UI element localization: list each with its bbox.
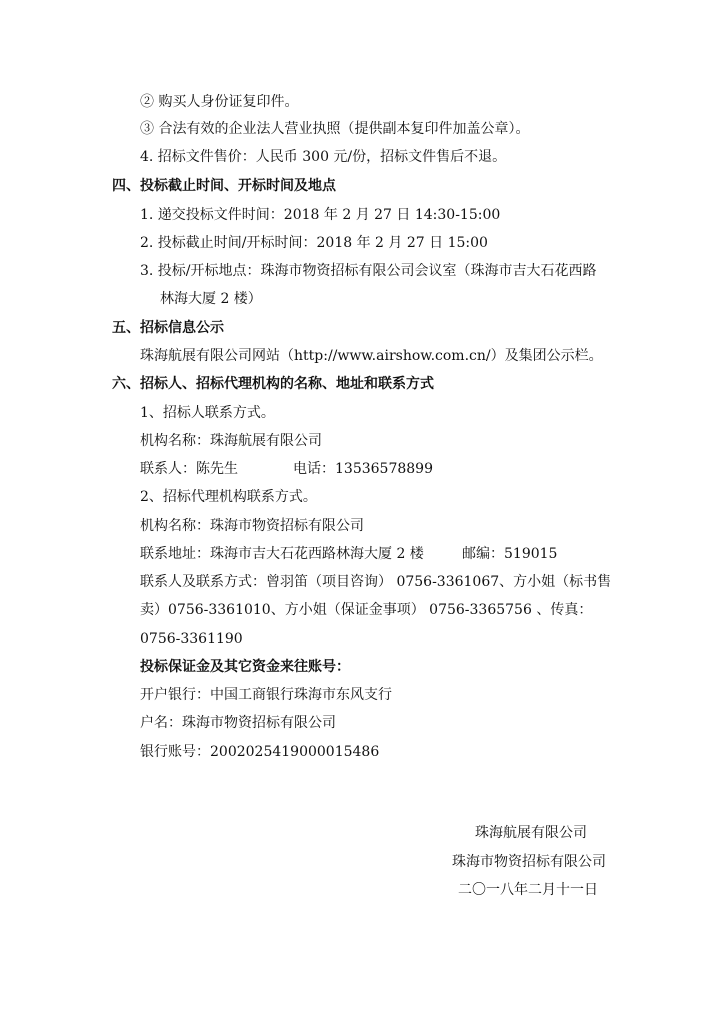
tenderer-contact-person: 联系人：陈先生 xyxy=(140,461,238,477)
signature-date: 二〇一八年二月十一日 xyxy=(458,882,598,898)
account-name: 户名：珠海市物资招标有限公司 xyxy=(140,715,336,731)
item-business-license: ③ 合法有效的企业法人营业执照（提供副本复印件加盖公章）。 xyxy=(140,121,530,137)
agency-org-name: 机构名称：珠海市物资招标有限公司 xyxy=(140,518,364,534)
item-id-copy: ② 购买人身份证复印件。 xyxy=(140,94,299,110)
tenderer-contact-title: 1、招标人联系方式。 xyxy=(140,405,275,421)
agency-postcode: 邮编：519015 xyxy=(462,546,558,562)
tenderer-phone: 电话：13536578899 xyxy=(293,461,433,477)
agency-fax: 0756-3361190 xyxy=(140,631,243,647)
tenderer-org-name: 机构名称：珠海航展有限公司 xyxy=(140,433,322,449)
item-tender-price: 4. 招标文件售价：人民币 300 元/份，招标文件售后不退。 xyxy=(140,149,507,165)
bank-name: 开户银行：中国工商银行珠海市东风支行 xyxy=(140,687,392,703)
agency-contacts-line1: 联系人及联系方式：曾羽笛（项目咨询） 0756-3361067、方小姐（标书售 xyxy=(140,574,612,590)
item-submission-time: 1. 递交投标文件时间：2018 年 2 月 27 日 14:30-15:00 xyxy=(140,207,501,223)
signature-org-1: 珠海航展有限公司 xyxy=(475,825,587,841)
section-heading-5: 五、招标信息公示 xyxy=(112,320,224,336)
agency-contacts-line2: 卖）0756-3361010、方小姐（保证金事项） 0756-3365756 、传真： xyxy=(140,602,593,618)
agency-address: 联系地址：珠海市吉大石花西路林海大厦 2 楼 xyxy=(140,546,424,562)
section-heading-4: 四、投标截止时间、开标时间及地点 xyxy=(112,178,336,194)
item-location: 3. 投标/开标地点：珠海市物资招标有限公司会议室（珠海市吉大石花西路 xyxy=(140,263,597,279)
agency-contact-title: 2、招标代理机构联系方式。 xyxy=(140,489,317,505)
account-number: 银行账号：2002025419000015486 xyxy=(140,744,380,760)
item-deadline-time: 2. 投标截止时间/开标时间：2018 年 2 月 27 日 15:00 xyxy=(140,235,488,251)
bank-account-heading: 投标保证金及其它资金来往账号： xyxy=(140,659,350,675)
signature-org-2: 珠海市物资招标有限公司 xyxy=(452,854,606,870)
section-heading-6: 六、招标人、招标代理机构的名称、地址和联系方式 xyxy=(112,376,434,392)
info-publish-website: 珠海航展有限公司网站（http://www.airshow.com.cn/）及集团公示栏。 xyxy=(140,348,603,364)
item-location-cont: 林海大厦 2 楼） xyxy=(160,291,262,307)
